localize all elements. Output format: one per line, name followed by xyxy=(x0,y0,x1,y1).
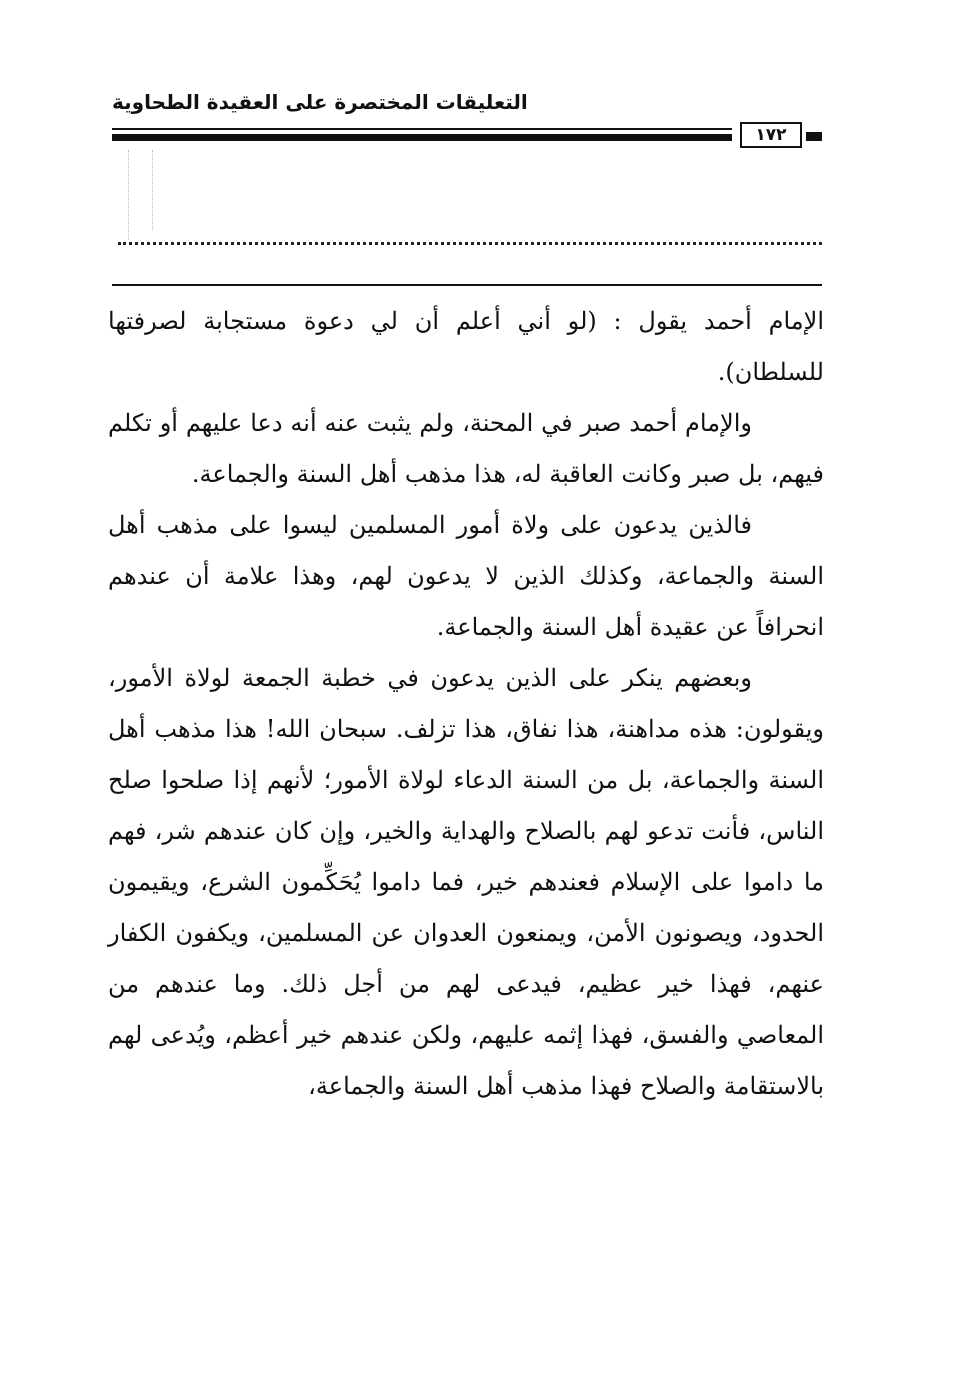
paragraph-3: فالذين يدعون على ولاة أمور المسلمين ليسوا على مذهب أهل السنة والجماعة، وكذلك الذين لا يدعون لهم، وهذا علامة أن عندهم انحرافاً عن عقيدة أهل السنة والجماعة. xyxy=(108,511,824,641)
dotted-separator xyxy=(118,242,822,245)
scan-artifact xyxy=(128,150,129,240)
main-text xyxy=(108,296,824,1112)
header-rule-thick xyxy=(112,134,732,141)
page-number: ١٧٢ xyxy=(740,122,802,148)
scan-artifact xyxy=(152,150,153,230)
paragraph-4: وبعضهم ينكر على الذين يدعون في خطبة الجمعة لولاة الأمور، ويقولون: هذه مداهنة، هذا نفاق، هذا تزلف. سبحان الله! هذا مذهب أهل السنة والجماعة، بل من السنة الدعاء لولاة الأمور؛ لأنهم إذا صلحوا صلح الناس، فأنت تدعو لهم بالصلاح والهداية والخير، وإن كان عندهم شر، فهم ما داموا على الإسلام فعندهم خير، فما داموا يُحَكِّمون الشرع، ويقيمون الحدود، ويصونون الأمن، ويمنعون العدوان عن المسلمين، ويكفون الكفار عنهم، فهذا خير عظيم، فيدعى لهم من أجل ذلك. وما عندهم من المعاصي والفسق، فهذا إثمه عليهم، ولكن عندهم خير أعظم، ويُدعى لهم بالاستقامة والصلاح فهذا مذهب أهل السنة والجماعة، xyxy=(108,664,824,1100)
header-rule-thin xyxy=(112,128,732,130)
page-header xyxy=(112,82,822,152)
paragraph-2: والإمام أحمد صبر في المحنة، ولم يثبت عنه أنه دعا عليهم أو تكلم فيهم، بل صبر وكانت العاقبة له، هذا مذهب أهل السنة والجماعة. xyxy=(108,409,824,488)
page-number-mark xyxy=(806,132,822,141)
section-rule xyxy=(112,284,822,286)
running-title: التعليقات المختصرة على العقيدة الطحاوية xyxy=(112,90,528,114)
paragraph-1: الإمام أحمد يقول : (لو أني أعلم أن لي دعوة مستجابة لصرفتها للسلطان). xyxy=(108,307,824,386)
